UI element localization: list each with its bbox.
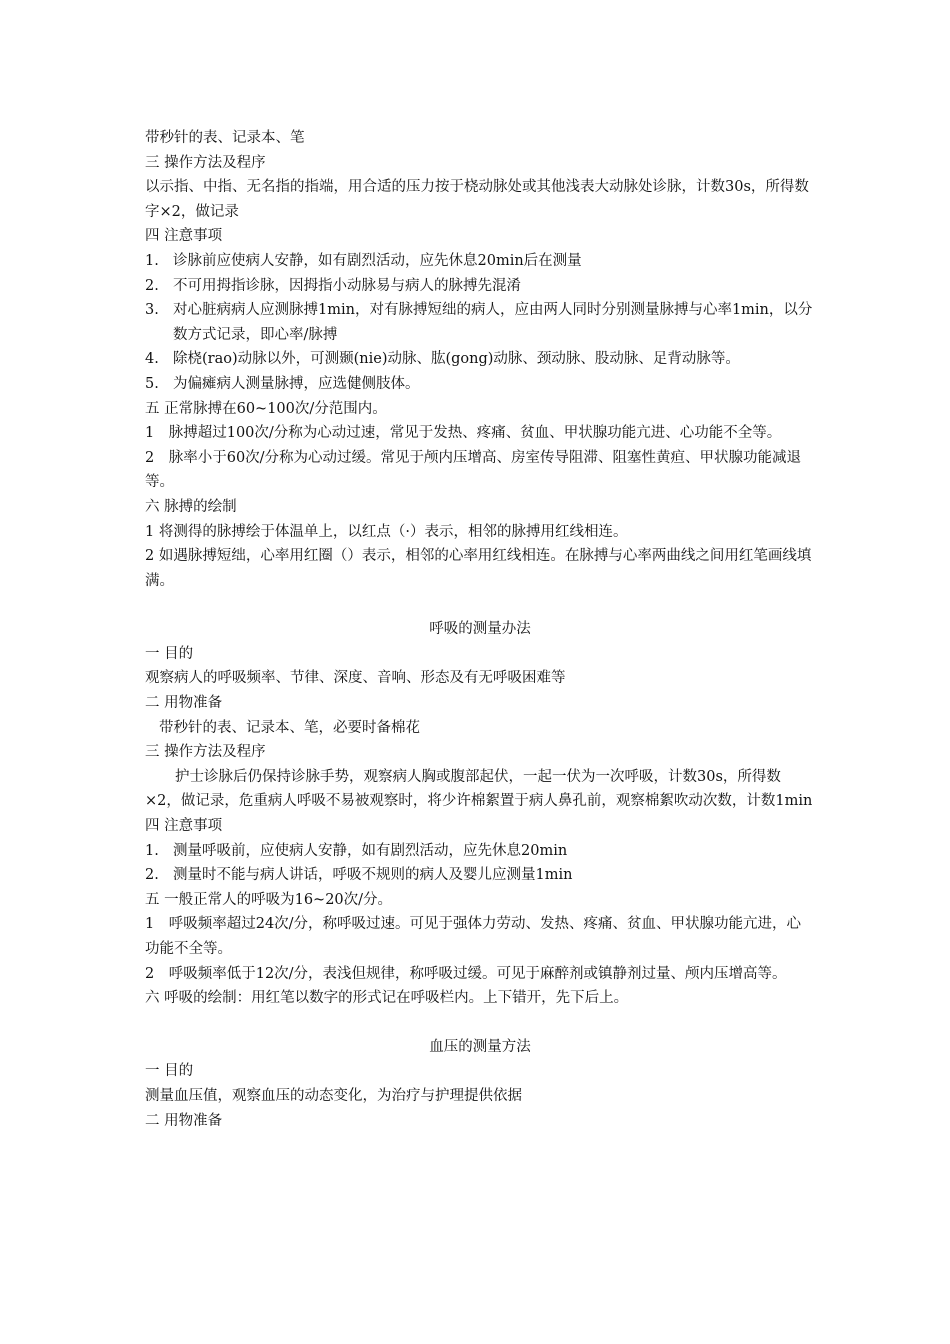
respiration-title: 呼吸的测量办法 bbox=[429, 621, 531, 638]
resp-section-1-text: 观察病人的呼吸频率、节律、深度、音响、形态及有无呼吸困难等 bbox=[145, 670, 566, 687]
resp-section-2-heading: 二 用物准备 bbox=[145, 695, 223, 712]
resp-section-4-heading: 四 注意事项 bbox=[145, 818, 223, 835]
pulse-prep-text: 带秒针的表、记录本、笔 bbox=[145, 130, 305, 146]
resp-section-5-heading: 五 一般正常人的呼吸为16~20次/分。 bbox=[145, 891, 393, 908]
resp-note-number: 1. bbox=[145, 842, 159, 859]
bp-section-2-heading: 二 用物准备 bbox=[145, 1112, 223, 1129]
pulse-section-6-item: 2 如遇脉搏短绌，心率用红圈（）表示，相邻的心率用红线相连。在脉搏与心率两曲线之间用红笔画线填满。 bbox=[145, 548, 812, 589]
pulse-section-6-item: 1 将测得的脉搏绘于体温单上，以红点（·）表示，相邻的脉搏用红线相连。 bbox=[145, 523, 628, 540]
pulse-note-text: 不可用拇指诊脉，因拇指小动脉易与病人的脉搏先混淆 bbox=[173, 277, 521, 294]
pulse-note-text: 为偏瘫病人测量脉搏，应选健侧肢体。 bbox=[173, 375, 420, 392]
resp-section-5-item: 1 呼吸频率超过24次/分，称呼吸过速。可见于强体力劳动、发热、疼痛、贫血、甲状腺功能亢进，心功能不全等。 bbox=[145, 916, 802, 957]
pulse-section-3-text: 以示指、中指、无名指的指端，用合适的压力按于桡动脉处或其他浅表大动脉处诊脉，计数30s，所得数字×2，做记录 bbox=[145, 179, 809, 220]
bp-section-1-text: 测量血压值，观察血压的动态变化，为治疗与护理提供依据 bbox=[145, 1087, 522, 1104]
pulse-note-number: 4. bbox=[145, 351, 159, 368]
pulse-note-number: 2. bbox=[145, 277, 159, 294]
pulse-section-6-heading: 六 脉搏的绘制 bbox=[145, 498, 237, 515]
resp-section-1-heading: 一 目的 bbox=[145, 645, 194, 662]
pulse-note-item bbox=[145, 274, 815, 299]
pulse-note-item bbox=[145, 347, 815, 372]
blood-pressure-title: 血压的测量方法 bbox=[429, 1038, 531, 1055]
pulse-note-number: 1. bbox=[145, 252, 159, 269]
pulse-note-text: 诊脉前应使病人安静，如有剧烈活动，应先休息20min后在测量 bbox=[173, 252, 582, 269]
resp-section-6-text: 六 呼吸的绘制：用红笔以数字的形式记在呼吸栏内。上下错开，先下后上。 bbox=[145, 990, 629, 1007]
pulse-note-text: 除桡(rao)动脉以外，可测颞(nie)动脉、肱(gong)动脉、颈动脉、股动脉、足背动脉等。 bbox=[173, 351, 740, 368]
resp-section-3-text: 护士诊脉后仍保持诊脉手势，观察病人胸或腹部起伏，一起一伏为一次呼吸，计数30s，所得数×2，做记录，危重病人呼吸不易被观察时，将少许棉絮置于病人鼻孔前，观察棉絮吹动次数，计数1min bbox=[145, 768, 813, 810]
resp-section-3-heading: 三 操作方法及程序 bbox=[145, 744, 266, 761]
pulse-note-item bbox=[145, 249, 815, 274]
bp-section-1-heading: 一 目的 bbox=[145, 1063, 194, 1080]
pulse-note-number: 3. bbox=[145, 302, 159, 319]
resp-note-item bbox=[145, 839, 815, 864]
pulse-section-3-heading: 三 操作方法及程序 bbox=[145, 154, 266, 171]
resp-note-text: 测量呼吸前，应使病人安静，如有剧烈活动，应先休息20min bbox=[173, 842, 568, 859]
resp-section-2-text: 带秒针的表、记录本、笔，必要时备棉花 bbox=[159, 719, 420, 736]
resp-note-number: 2. bbox=[145, 867, 159, 884]
pulse-section-4-heading: 四 注意事项 bbox=[145, 228, 223, 245]
resp-note-text: 测量时不能与病人讲话，呼吸不规则的病人及婴儿应测量1min bbox=[173, 867, 573, 884]
resp-section-5-item: 2 呼吸频率低于12次/分，表浅但规律，称呼吸过缓。可见于麻醉剂或镇静剂过量、颅内压增高等。 bbox=[145, 965, 787, 982]
pulse-section-5-item: 2 脉率小于60次/分称为心动过缓。常见于颅内压增高、房室传导阻滞、阻塞性黄疸、甲状腺功能减退等。 bbox=[145, 449, 802, 491]
document-page bbox=[145, 126, 815, 1133]
pulse-section-5-item: 1 脉搏超过100次/分称为心动过速，常见于发热、疼痛、贫血、甲状腺功能亢进、心功能不全等。 bbox=[145, 425, 782, 442]
resp-note-item bbox=[145, 863, 815, 888]
pulse-note-text: 对心脏病病人应测脉搏1min，对有脉搏短绌的病人，应由两人同时分别测量脉搏与心率1min，以分数方式记录，即心率/脉搏 bbox=[173, 302, 813, 343]
pulse-note-item bbox=[145, 372, 815, 397]
pulse-note-number: 5. bbox=[145, 375, 159, 392]
pulse-note-item bbox=[145, 298, 815, 347]
pulse-section-5-heading: 五 正常脉搏在60~100次/分范围内。 bbox=[145, 400, 387, 417]
